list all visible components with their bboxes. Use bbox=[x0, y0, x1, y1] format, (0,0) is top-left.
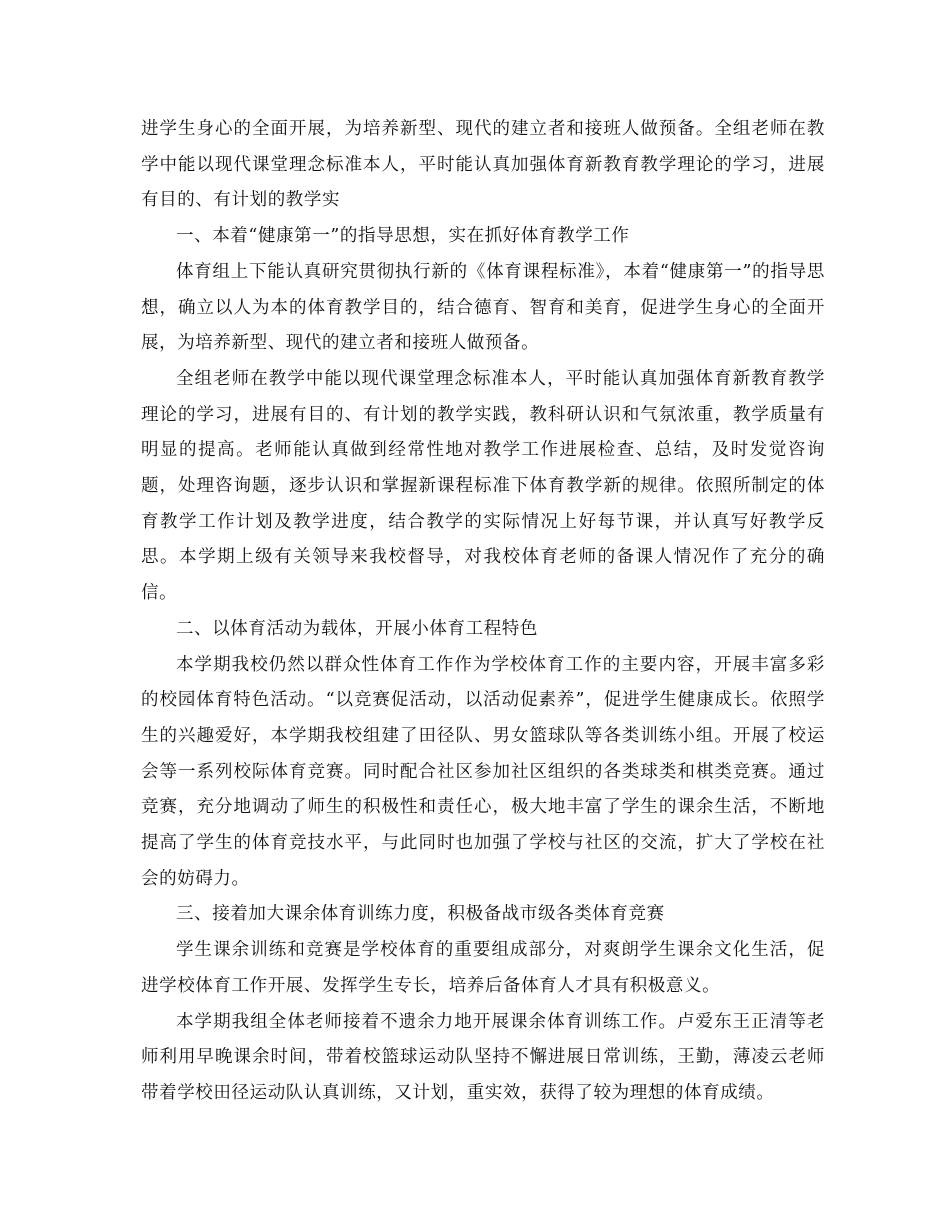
paragraph: 全组老师在教学中能以现代课堂理念标准本人，平时能认真加强体育新教育教学理论的学习，进展有目的、有计划的教学实践，教科研认识和气氛浓重，教学质量有明显的提高。老师能认真做到经常性地对教学工作进展检查、总结，及时发觉咨询题，处理咨询题，逐步认识和掌握新课程标准下体育教学新的规律。依照所制定的体育教学工作计划及教学进度，结合教学的实际情况上好每节课，并认真写好教学反思。本学期上级有关领导来我校督导，对我校体育老师的备课人情况作了充分的确信。 bbox=[141, 368, 825, 604]
paragraph: 体育组上下能认真研究贯彻执行新的《体育课程标准》，本着“健康第一”的指导思想，确立以人为本的体育教学目的，结合德育、智育和美育，促进学生身心的全面开展，为培养新型、现代的建立者和接班人做预备。 bbox=[141, 261, 825, 354]
paragraph: 学生课余训练和竞赛是学校体育的重要组成部分，对爽朗学生课余文化生活，促进学校体育工作开展、发挥学生专长，培养后备体育人才具有积极意义。 bbox=[141, 940, 825, 996]
section-heading-1: 一、本着“健康第一”的指导思想，实在抓好体育教学工作 bbox=[176, 226, 630, 247]
document-page bbox=[141, 112, 825, 1112]
paragraph: 本学期我校仍然以群众性体育工作作为学校体育工作的主要内容，开展丰富多彩的校园体育特色活动。“以竞赛促活动，以活动促素养”，促进学生健康成长。依照学生的兴趣爱好，本学期我校组建了田径队、男女篮球队等各类训练小组。开展了校运会等一系列校际体育竞赛。同时配合社区参加社区组织的各类球类和棋类竞赛。通过竞赛，充分地调动了师生的积极性和责任心，极大地丰富了学生的课余生活，不断地提高了学生的体育竞技水平，与此同时也加强了学校与社区的交流，扩大了学校在社会的妨碍力。 bbox=[141, 654, 825, 889]
section-heading-3: 三、接着加大课余体育训练力度，积极备战市级各类体育竞赛 bbox=[176, 904, 665, 925]
paragraph: 本学期我组全体老师接着不遗余力地开展课余体育训练工作。卢爱东王正清等老师利用早晚课余时间，带着校篮球运动队坚持不懈进展日常训练，王勤，薄凌云老师带着学校田径运动队认真训练，又计划，重实效，获得了较为理想的体育成绩。 bbox=[141, 1011, 825, 1103]
section-heading-2: 二、以体育活动为载体，开展小体育工程特色 bbox=[176, 618, 538, 639]
paragraph-continuation: 进学生身心的全面开展，为培养新型、现代的建立者和接班人做预备。全组老师在教学中能以现代课堂理念标准本人，平时能认真加强体育新教育教学理论的学习，进展有目的、有计划的教学实 bbox=[141, 119, 825, 211]
